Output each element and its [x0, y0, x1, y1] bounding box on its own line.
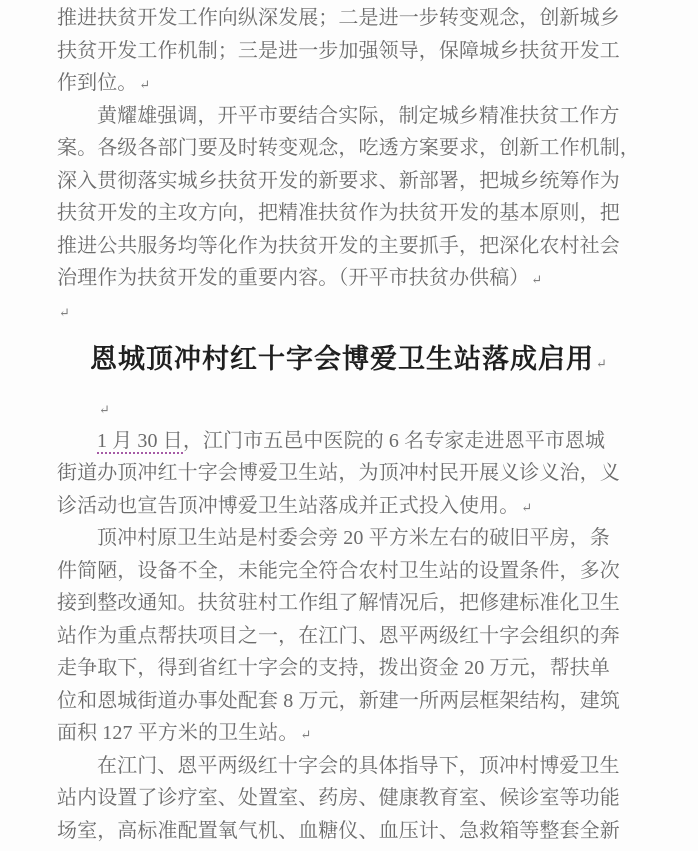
- paragraph-mark-icon: ↵: [596, 356, 607, 371]
- text-run: 顶冲村原卫生站是村委会旁 20 平方米左右的破旧平房，条: [97, 527, 610, 549]
- paragraph-mark-icon: ↵: [521, 499, 533, 515]
- paragraph-measures-continuation: [57, 2, 640, 100]
- text-line: [57, 782, 640, 815]
- paragraph-mark-icon: ↵: [300, 727, 312, 742]
- text-line: [57, 132, 640, 165]
- title-line: [57, 327, 640, 392]
- text-line: [57, 620, 640, 653]
- text-line: [57, 555, 640, 588]
- text-run: ，江门市五邑中医院的 6 名专家走进恩平市恩城: [182, 429, 606, 452]
- paragraph-clinic-facilities: [57, 750, 640, 848]
- text-run: 场室，高标准配置氧气机、血糖仪、血压计、急救箱等整套全新: [57, 819, 620, 842]
- text-line: [57, 425, 640, 458]
- text-run: 接到整改通知。扶贫驻村工作组了解情况后，把修建标准化卫生: [57, 592, 620, 614]
- text-run: 深入贯彻落实城乡扶贫开发的新要求、新部署，把城乡统筹作为: [57, 169, 620, 192]
- text-line: [57, 522, 640, 555]
- text-run: 案。各级各部门要及时转变观念，吃透方案要求，创新工作机制，: [57, 137, 640, 159]
- text-line: [57, 587, 640, 620]
- paragraph-mark-icon: ↵: [139, 77, 151, 92]
- text-run: 推进扶贫开发工作向纵深发展；二是进一步转变观念，创新城乡: [57, 7, 620, 29]
- text-run: 推进公共服务均等化作为扶贫开发的主要抓手，把深化农村社会: [57, 234, 620, 257]
- paragraph-huang-yaoxiong-remarks: [57, 100, 640, 295]
- text-line: [57, 717, 640, 750]
- text-run: 恩城顶冲村红十字会博爱卫生站落成启用: [90, 344, 595, 374]
- text-run: 作到位。: [57, 72, 138, 94]
- text-run: 面积 127 平方米的卫生站。: [57, 722, 299, 744]
- text-line: [57, 262, 640, 295]
- text-line: [57, 652, 640, 685]
- text-run: 黄耀雄强调，开平市要结合实际，制定城乡精准扶贫工作方: [97, 104, 620, 127]
- text-run: 走争取下，得到省红十字会的支持，拨出资金 20 万元，帮扶单: [57, 657, 610, 679]
- text-line: [57, 750, 640, 783]
- text-run: 诊活动也宣告顶冲博爱卫生站落成并正式投入使用。: [57, 494, 520, 517]
- text-line: [57, 392, 640, 425]
- text-run: 件简陋，设备不全，未能完全符合农村卫生站的设置条件，多次: [57, 559, 620, 582]
- paragraph-clinic-construction: [57, 522, 640, 750]
- text-line: [57, 100, 640, 133]
- text-line: [57, 230, 640, 263]
- grammar-checked-text: 1 月 30 日: [97, 429, 183, 452]
- blank-line: [57, 295, 640, 328]
- paragraph-mark-icon: ↵: [99, 402, 110, 417]
- text-line: [57, 35, 640, 68]
- article-title: [57, 327, 640, 392]
- text-run: 站作为重点帮扶项目之一，在江门、恩平两级红十字会组织的奔: [57, 624, 620, 647]
- text-line: [57, 685, 640, 718]
- text-run: 在江门、恩平两级红十字会的具体指导下，顶冲村博爱卫生: [97, 754, 620, 777]
- text-run: 街道办顶冲红十字会博爱卫生站，为顶冲村民开展义诊义治，义: [57, 462, 620, 484]
- paragraph-mark-icon: ↵: [59, 304, 70, 320]
- blank-line: [57, 392, 640, 425]
- paragraph-clinic-opening: [57, 425, 640, 523]
- text-line: [57, 490, 640, 523]
- text-line: [57, 165, 640, 198]
- text-line: [57, 457, 640, 490]
- text-line: [57, 67, 640, 100]
- paragraph-mark-icon: ↵: [531, 272, 543, 287]
- text-line: [57, 197, 640, 230]
- text-run: 扶贫开发工作机制；三是进一步加强领导，保障城乡扶贫开发工: [57, 39, 620, 62]
- text-line: [57, 295, 640, 328]
- text-run: 扶贫开发的主攻方向，把精准扶贫作为扶贫开发的基本原则，把: [57, 202, 620, 224]
- text-run: 治理作为扶贫开发的重要内容。（开平市扶贫办供稿）: [57, 267, 530, 289]
- text-run: 站内设置了诊疗室、处置室、药房、健康教育室、候诊室等功能: [57, 787, 620, 809]
- text-line: [57, 2, 640, 35]
- text-line: [57, 815, 640, 848]
- text-run: 位和恩城街道办事处配套 8 万元，新建一所两层框架结构，建筑: [57, 689, 620, 712]
